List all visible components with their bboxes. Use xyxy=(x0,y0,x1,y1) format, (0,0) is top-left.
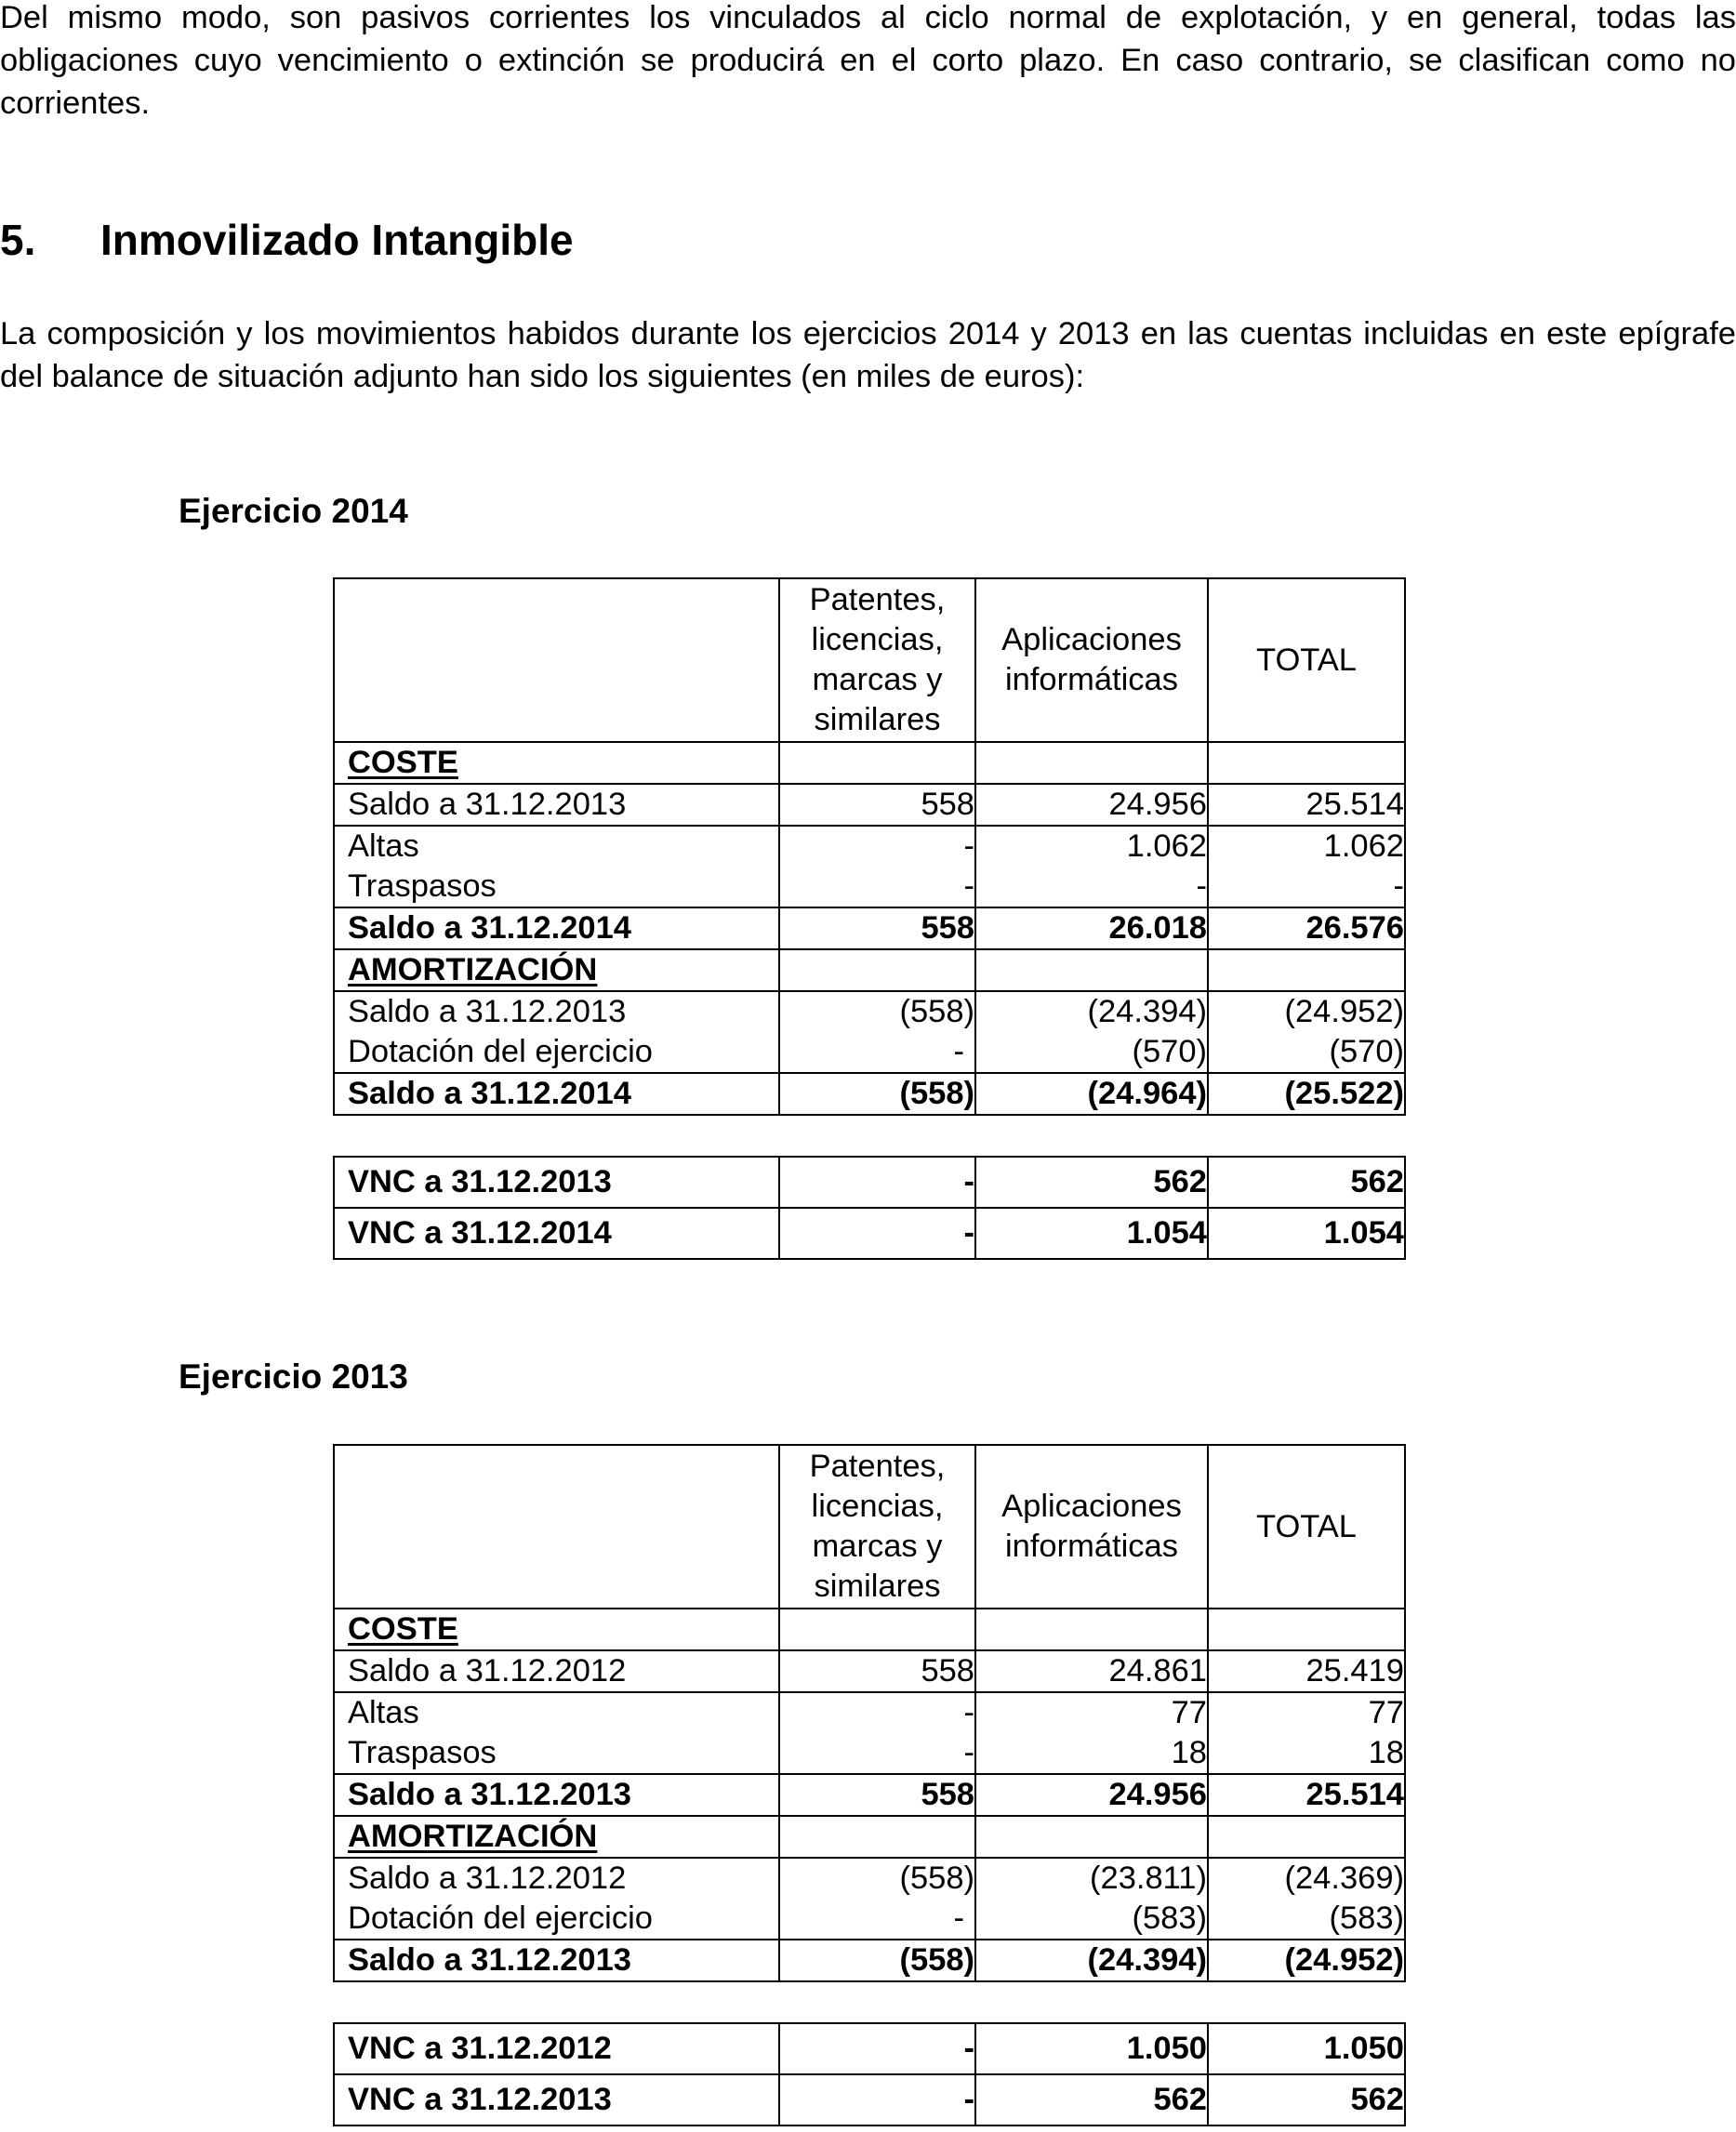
cell-value: - xyxy=(1393,868,1404,904)
cell-value: - xyxy=(779,2074,975,2125)
cell-value: 77 xyxy=(1368,1695,1404,1730)
cell-value: 77 xyxy=(1171,1695,1207,1730)
cell-value: (570) xyxy=(1329,1034,1404,1069)
row-label: Saldo a 31.12.2013 xyxy=(334,1774,779,1816)
table-row-subtotal xyxy=(334,1774,1405,1816)
cell-value: - xyxy=(779,1157,975,1208)
cell-value: 24.956 xyxy=(975,784,1208,826)
cell-value: - xyxy=(953,1034,964,1069)
cell-value: - xyxy=(779,2023,975,2074)
cell-value: 562 xyxy=(975,2074,1208,2125)
cell-value: (24.952) xyxy=(1284,994,1404,1029)
header-total: TOTAL xyxy=(1208,578,1405,742)
section-number: 5. xyxy=(0,216,36,264)
cell-value: 24.956 xyxy=(975,1774,1208,1816)
cell-value: (570) xyxy=(1132,1034,1207,1069)
section-heading xyxy=(0,214,574,266)
intro-paragraph: Del mismo modo, son pasivos corrientes los vinculados al ciclo normal de explotación, y en general, todas las obligaciones cuyo vencimiento o extinción se producirá en el corto plazo. En caso contrario, se clasifican como no corrientes. xyxy=(0,0,1736,121)
header-aplicaciones: Aplicaciones informáticas xyxy=(975,578,1208,742)
cell-value: 1.062 xyxy=(1323,828,1404,864)
table-header-row xyxy=(334,578,1405,742)
coste-label: COSTE xyxy=(348,1611,458,1647)
table-row-vnc xyxy=(334,2074,1405,2125)
table-row-subtotal xyxy=(334,907,1405,949)
cell-value: - xyxy=(963,1735,974,1770)
cell-value: (24.952) xyxy=(1208,1940,1405,1981)
header-empty-cell xyxy=(334,1445,779,1609)
cell-value: (24.394) xyxy=(1087,994,1207,1029)
cell-value: - xyxy=(963,1695,974,1730)
row-label: Saldo a 31.12.2012 xyxy=(334,1650,779,1692)
cell-value: 26.576 xyxy=(1208,907,1405,949)
cell-value: (558) xyxy=(899,994,974,1029)
table-row-movimientos xyxy=(334,826,1405,907)
table-header-row xyxy=(334,1445,1405,1609)
row-label: Saldo a 31.12.2014 xyxy=(334,1073,779,1115)
cell-value: (24.964) xyxy=(975,1073,1208,1115)
cell-value: 1.062 xyxy=(1126,828,1207,864)
header-patentes: Patentes, licencias, marcas y similares xyxy=(779,1445,975,1609)
table-row-subtotal xyxy=(334,1073,1405,1115)
table-row-amort-movimientos xyxy=(334,991,1405,1073)
table-row-amort-movimientos xyxy=(334,1858,1405,1940)
cell-value: 558 xyxy=(779,907,975,949)
table-row xyxy=(334,1650,1405,1692)
amortizacion-label: AMORTIZACIÓN xyxy=(348,1819,598,1854)
row-label: VNC a 31.12.2013 xyxy=(334,2074,779,2125)
table-row-vnc xyxy=(334,1208,1405,1259)
header-empty-cell xyxy=(334,578,779,742)
section-description: La composición y los movimientos habidos durante los ejercicios 2014 y 2013 en las cuentas incluidas en este epígrafe del balance de situación adjunto han sido los siguientes (en miles de euros): xyxy=(0,316,1736,394)
cell-value: 562 xyxy=(1208,1157,1405,1208)
cell-value: (23.811) xyxy=(1090,1861,1207,1896)
table-row-coste xyxy=(334,742,1405,784)
row-label: VNC a 31.12.2014 xyxy=(334,1208,779,1259)
row-label: Dotación del ejercicio xyxy=(348,1900,653,1936)
cell-value: 18 xyxy=(1368,1735,1404,1770)
cell-value: - xyxy=(1196,868,1207,904)
table-row xyxy=(334,784,1405,826)
section-title: Inmovilizado Intangible xyxy=(100,216,574,264)
table-ejercicio-2013 xyxy=(333,1444,1406,2126)
cell-value: - xyxy=(963,868,974,904)
row-label: VNC a 31.12.2013 xyxy=(334,1157,779,1208)
cell-value: 558 xyxy=(779,1774,975,1816)
row-label: Altas xyxy=(348,828,419,864)
cell-value: - xyxy=(779,1208,975,1259)
cell-value: 25.514 xyxy=(1208,784,1405,826)
cell-value: 558 xyxy=(779,784,975,826)
row-label: VNC a 31.12.2012 xyxy=(334,2023,779,2074)
cell-value: 26.018 xyxy=(975,907,1208,949)
cell-value: 1.054 xyxy=(975,1208,1208,1259)
cell-value: (24.394) xyxy=(975,1940,1208,1981)
cell-value: 562 xyxy=(975,1157,1208,1208)
row-label: Saldo a 31.12.2013 xyxy=(334,1940,779,1981)
table-row-amortizacion xyxy=(334,949,1405,991)
cell-value: 25.419 xyxy=(1208,1650,1405,1692)
table-row-subtotal xyxy=(334,1940,1405,1981)
table-row-coste xyxy=(334,1609,1405,1650)
header-patentes: Patentes, licencias, marcas y similares xyxy=(779,578,975,742)
row-label: Saldo a 31.12.2012 xyxy=(348,1861,627,1896)
table-spacer xyxy=(334,1981,1405,2023)
table-row-vnc xyxy=(334,2023,1405,2074)
cell-value: (558) xyxy=(779,1940,975,1981)
table-row-vnc xyxy=(334,1157,1405,1208)
cell-value: (583) xyxy=(1132,1900,1207,1936)
row-label: Altas xyxy=(348,1695,419,1730)
cell-value: 1.054 xyxy=(1208,1208,1405,1259)
cell-value: 562 xyxy=(1208,2074,1405,2125)
cell-value: - xyxy=(963,828,974,864)
cell-value: (558) xyxy=(779,1073,975,1115)
header-total: TOTAL xyxy=(1208,1445,1405,1609)
cell-value: 25.514 xyxy=(1208,1774,1405,1816)
cell-value: 18 xyxy=(1171,1735,1207,1770)
cell-value: 1.050 xyxy=(1208,2023,1405,2074)
cell-value: 24.861 xyxy=(975,1650,1208,1692)
cell-value: (558) xyxy=(899,1861,974,1896)
row-label: Saldo a 31.12.2014 xyxy=(334,907,779,949)
table-title-2014: Ejercicio 2014 xyxy=(179,492,408,530)
table-row-amortizacion xyxy=(334,1816,1405,1858)
cell-value: 558 xyxy=(779,1650,975,1692)
amortizacion-label: AMORTIZACIÓN xyxy=(348,952,598,987)
header-aplicaciones: Aplicaciones informáticas xyxy=(975,1445,1208,1609)
cell-value: (583) xyxy=(1329,1900,1404,1936)
table-ejercicio-2014 xyxy=(333,577,1406,1260)
cell-value: - xyxy=(953,1900,964,1936)
cell-value: (25.522) xyxy=(1208,1073,1405,1115)
table-spacer xyxy=(334,1115,1405,1157)
row-label: Saldo a 31.12.2013 xyxy=(334,784,779,826)
cell-value: 1.050 xyxy=(975,2023,1208,2074)
table-row-movimientos xyxy=(334,1692,1405,1774)
row-label: Saldo a 31.12.2013 xyxy=(348,994,627,1029)
coste-label: COSTE xyxy=(348,745,458,780)
row-label: Dotación del ejercicio xyxy=(348,1034,653,1069)
table-title-2013: Ejercicio 2013 xyxy=(179,1357,408,1396)
cell-value: (24.369) xyxy=(1284,1861,1404,1896)
row-label: Traspasos xyxy=(348,868,497,904)
row-label: Traspasos xyxy=(348,1735,497,1770)
